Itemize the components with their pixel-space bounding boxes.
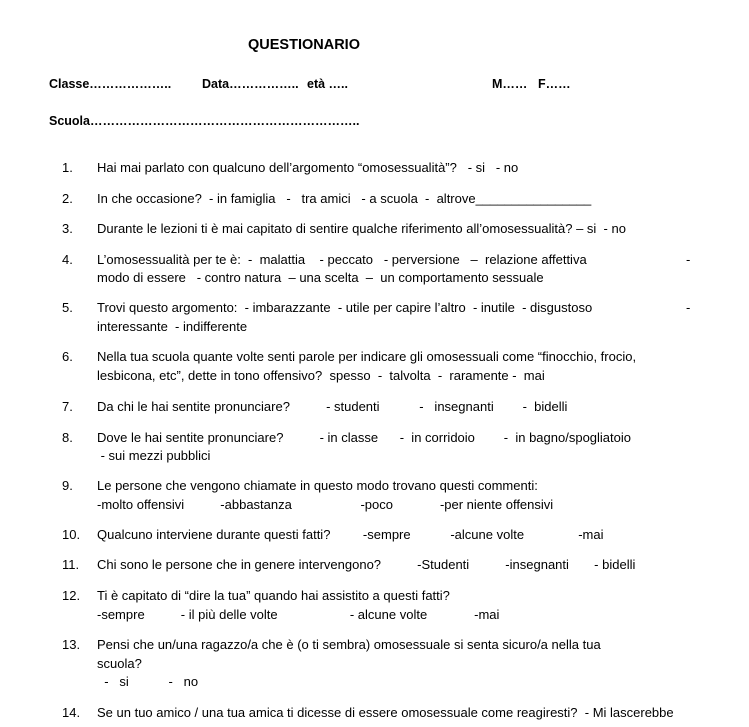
question-text: Hai mai parlato con qualcuno dell’argomento “omosessualità”? - si - no [97,160,519,175]
question-trailing-dash: - [686,300,691,315]
question-number: 14. [62,705,81,720]
question-text: -molto offensivi -abbastanza -poco -per niente offensivi [97,497,554,512]
question-text: scuola? [97,656,142,671]
f-field: F…… [538,77,571,91]
question-text: - si - no [97,674,199,689]
question-trailing-dash: - [686,252,691,267]
question-text: Ti è capitato di “dire la tua” quando hai assistito a questi fatti? [97,588,450,603]
page-title: QUESTIONARIO [248,37,360,53]
scuola-field: Scuola……………………………………………………….. [49,114,360,128]
question-text: Chi sono le persone che in genere intervengono? -Studenti -insegnanti - bidelli [97,557,636,572]
question-text: Trovi questo argomento: - imbarazzante - utile per capire l’altro - inutile - disgustoso [97,300,593,315]
question-number: 10. [62,527,81,542]
question-text: Pensi che un/una ragazzo/a che è (o ti sembra) omosessuale si senta sicuro/a nella tua [97,637,601,652]
question-text: - sui mezzi pubblici [97,448,211,463]
question-number: 1. [62,160,73,175]
question-number: 11. [62,557,80,572]
question-number: 13. [62,637,81,652]
question-text: Nella tua scuola quante volte senti parole per indicare gli omosessuali come “finocchio, frocio, [97,349,637,364]
eta-field: età ….. [307,77,348,91]
question-number: 12. [62,588,81,603]
question-number: 3. [62,221,73,236]
question-text: Se un tuo amico / una tua amica ti dicesse di essere omosessuale come reagiresti? - Mi lascerebbe [97,705,674,720]
question-text: -sempre - il più delle volte - alcune volte -mai [97,607,500,622]
classe-field: Classe……………….. [49,77,172,91]
data-field: Data…………….. [202,77,299,91]
question-text: modo di essere - contro natura – una scelta – un comportamento sessuale [97,270,544,285]
m-field: M…… [492,77,528,91]
question-number: 9. [62,478,73,493]
question-text: L’omosessualità per te è: - malattia - peccato - perversione – relazione affettiva [97,252,587,267]
question-text: Qualcuno interviene durante questi fatti? -sempre -alcune volte -mai [97,527,604,542]
question-number: 7. [62,399,73,414]
question-number: 5. [62,300,73,315]
question-text: Le persone che vengono chiamate in questo modo trovano questi commenti: [97,478,538,493]
question-number: 6. [62,349,73,364]
question-text: Da chi le hai sentite pronunciare? - studenti - insegnanti - bidelli [97,399,568,414]
question-text: lesbicona, etc”, dette in tono offensivo? spesso - talvolta - raramente - mai [97,368,545,383]
question-number: 4. [62,252,73,267]
question-text: Dove le hai sentite pronunciare? - in classe - in corridoio - in bagno/spogliatoio [97,430,631,445]
question-number: 2. [62,191,73,206]
question-text: interessante - indifferente [97,319,248,334]
question-text: Durante le lezioni ti è mai capitato di sentire qualche riferimento all’omosessualità? – si - no [97,221,626,236]
question-number: 8. [62,430,73,445]
question-text: In che occasione? - in famiglia - tra amici - a scuola - altrove________________ [97,191,592,206]
